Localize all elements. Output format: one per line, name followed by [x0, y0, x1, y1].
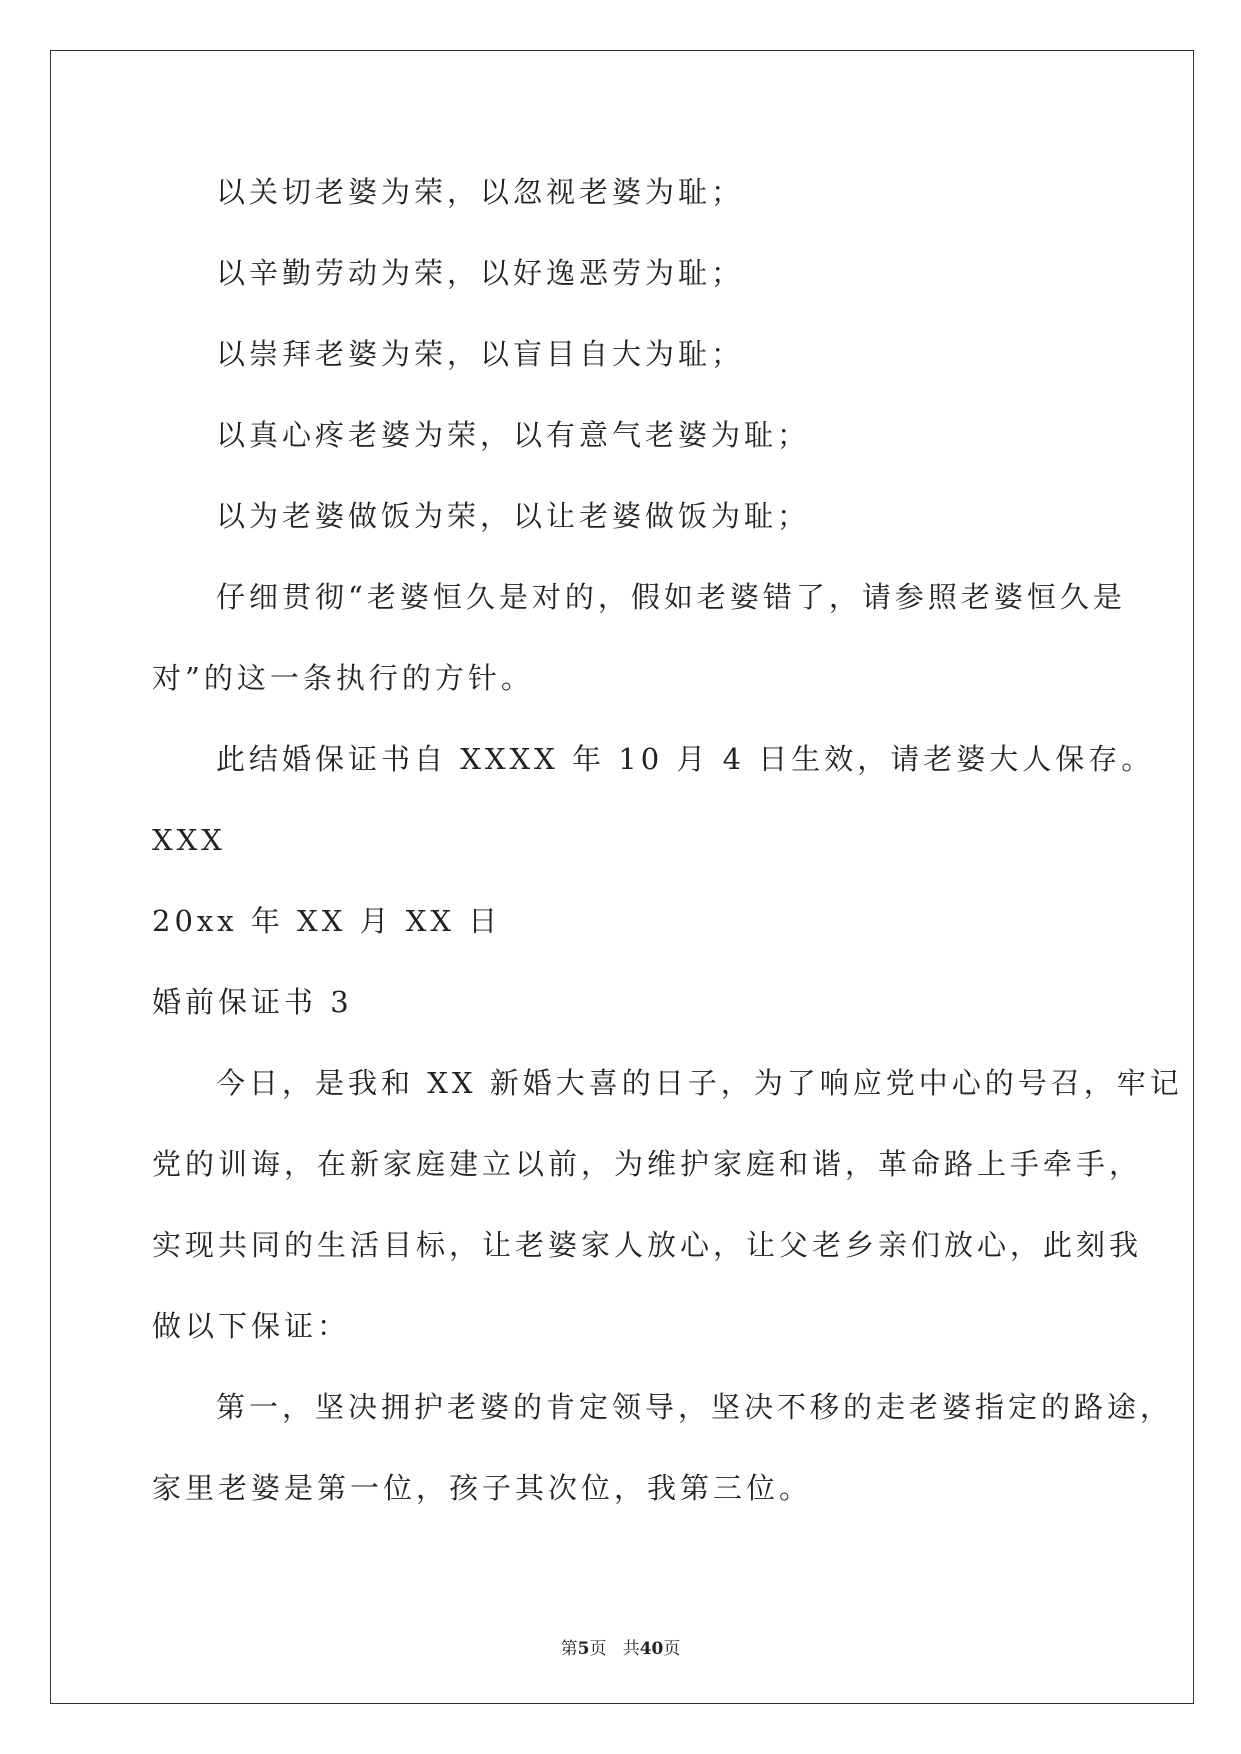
- paragraph-line: 仔细贯彻“老婆恒久是对的，假如老婆错了，请参照老婆恒久是: [216, 580, 1126, 614]
- footer-page-prefix: 第: [560, 1639, 578, 1659]
- paragraph-line: 今日，是我和 XX 新婚大喜的日子，为了响应党中心的号召，牢记: [216, 1066, 1183, 1100]
- footer-page-suffix: 页: [589, 1639, 607, 1659]
- paragraph-line: 以真心疼老婆为荣，以有意气老婆为耻；: [216, 418, 811, 452]
- section-title: 婚前保证书 3: [152, 985, 353, 1019]
- paragraph-line: 做以下保证：: [152, 1309, 351, 1343]
- footer-page-number: 5: [577, 1639, 590, 1659]
- signature-name: XXX: [152, 823, 226, 857]
- paragraph-line: 实现共同的生活目标，让老婆家人放心，让父老乡亲们放心，此刻我: [152, 1228, 1143, 1262]
- paragraph-line: 家里老婆是第一位，孩子其次位，我第三位。: [152, 1471, 813, 1505]
- paragraph-line: 以辛勤劳动为荣，以好逸恶劳为耻；: [216, 256, 745, 290]
- footer-total-prefix: 共: [622, 1639, 640, 1659]
- page-border: [50, 50, 1194, 1704]
- signature-date: 20xx 年 XX 月 XX 日: [152, 904, 502, 938]
- paragraph-line: 此结婚保证书自 XXXX 年 10 月 4 日生效，请老婆大人保存。: [216, 742, 1155, 776]
- page-footer: [0, 1641, 1241, 1658]
- paragraph-line: 第一，坚决拥护老婆的肯定领导，坚决不移的走老婆指定的路途，: [216, 1390, 1174, 1424]
- paragraph-line: 以为老婆做饭为荣，以让老婆做饭为耻；: [216, 499, 811, 533]
- footer-total-pages: 40: [639, 1639, 664, 1659]
- paragraph-line: 以关切老婆为荣，以忽视老婆为耻；: [216, 175, 745, 209]
- paragraph-line: 对”的这一条执行的方针。: [152, 661, 534, 695]
- paragraph-line: 以崇拜老婆为荣，以盲目自大为耻；: [216, 337, 745, 371]
- paragraph-line: 党的训诲，在新家庭建立以前，为维护家庭和谐，革命路上手牵手，: [152, 1147, 1143, 1181]
- footer-total-suffix: 页: [663, 1639, 681, 1659]
